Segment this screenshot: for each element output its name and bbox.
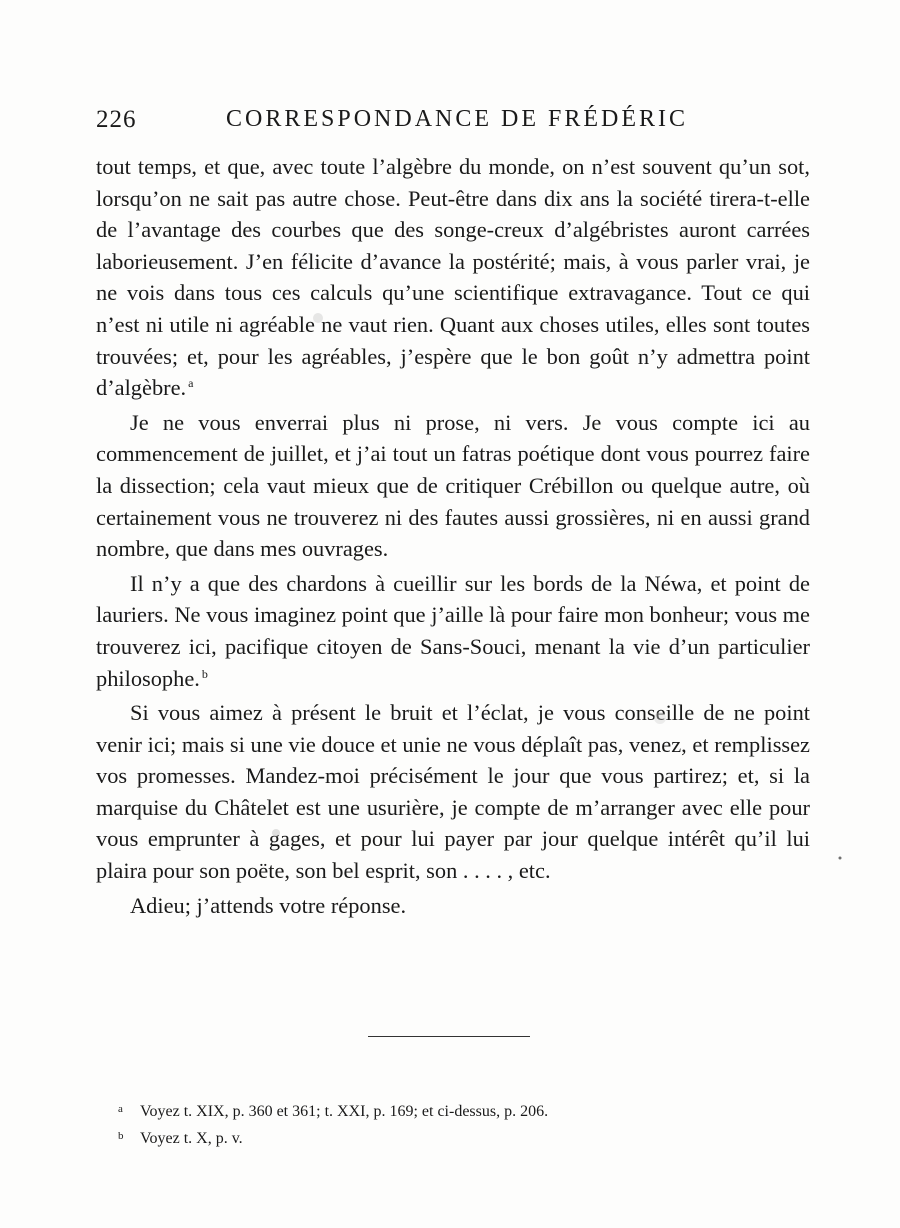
footnote-marker: a	[118, 1103, 123, 1115]
footnote-text: Voyez t. X, p. v.	[140, 1130, 243, 1147]
page-header	[96, 106, 816, 138]
paragraph	[96, 407, 810, 565]
closing-line	[96, 890, 810, 922]
footnotes	[118, 1099, 798, 1153]
paragraph-text: Il n’y a que des chardons à cueillir sur les bords de la Néwa, et point de lauriers. Ne vous imaginez point que j’aille là pour faire mon bonheur; vous me trouverez ici, pacifique citoyen de Sans-Souci, menant la vie d’un particulier philosophe.	[96, 570, 810, 691]
footnote-text: Voyez t. XIX, p. 360 et 361; t. XXI, p. 169; et ci-dessus, p. 206.	[140, 1103, 549, 1120]
footnote-ref-b: b	[201, 666, 208, 681]
footnote-ref-a: a	[188, 376, 194, 391]
footnote-a	[118, 1099, 798, 1126]
footnote-b	[118, 1126, 798, 1153]
paper-speck	[839, 857, 842, 860]
paragraph-text: Je ne vous enverrai plus ni prose, ni vers. Je vous compte ici au commencement de juillet, et j’ai tout un fatras poétique dont vous pourrez faire la dissection; cela vaut mieux que de critiquer Crébillon ou quelque autre, où certainement vous ne trouverez ni des fautes aussi grossières, ni en aussi grand nombre, que dans mes ouvrages.	[96, 409, 810, 562]
page-number: 226	[96, 106, 137, 133]
letter-body	[96, 151, 810, 924]
paragraph	[96, 697, 810, 887]
footnote-separator-rule	[368, 1036, 530, 1037]
paragraph-continuation	[96, 151, 810, 404]
paragraph	[96, 568, 810, 694]
paragraph-text: Adieu; j’attends votre réponse.	[130, 892, 407, 918]
paragraph-text: tout temps, et que, avec toute l’algèbre du monde, on n’est souvent qu’un sot, lorsqu’on ne sait pas autre chose. Peut-être dans dix ans la société tirera-t-elle de l’avantage des courbes que des songe-creux d’algébristes auront carrées laborieusement. J’en félicite d’avance la postérité; mais, à vous parler vrai, je ne vois dans tous ces calculs qu’une scientifique extravagance. Tout ce qui n’est ni utile ni agréable ne vaut rien. Quant aux choses utiles, elles sont toutes trouvées; et, pour les agréables, j’espère que le bon goût n’y admettra point d’algèbre.	[96, 154, 810, 401]
footnote-marker: b	[118, 1130, 124, 1142]
paragraph-text: Si vous aimez à présent le bruit et l’éclat, je vous conseille de ne point venir ici; mais si une vie douce et unie ne vous déplaît pas, venez, et remplissez vos promesses. Mandez-moi précisément le jour que vous partirez; et, si la marquise du Châtelet est une usurière, je compte de m’arranger avec elle pour vous emprunter à gages, et pour lui payer par jour quelque intérêt qu’il lui plaira pour son poëte, son bel esprit, son . . . . , etc.	[96, 700, 810, 884]
running-head: CORRESPONDANCE DE FRÉDÉRIC	[226, 106, 689, 132]
